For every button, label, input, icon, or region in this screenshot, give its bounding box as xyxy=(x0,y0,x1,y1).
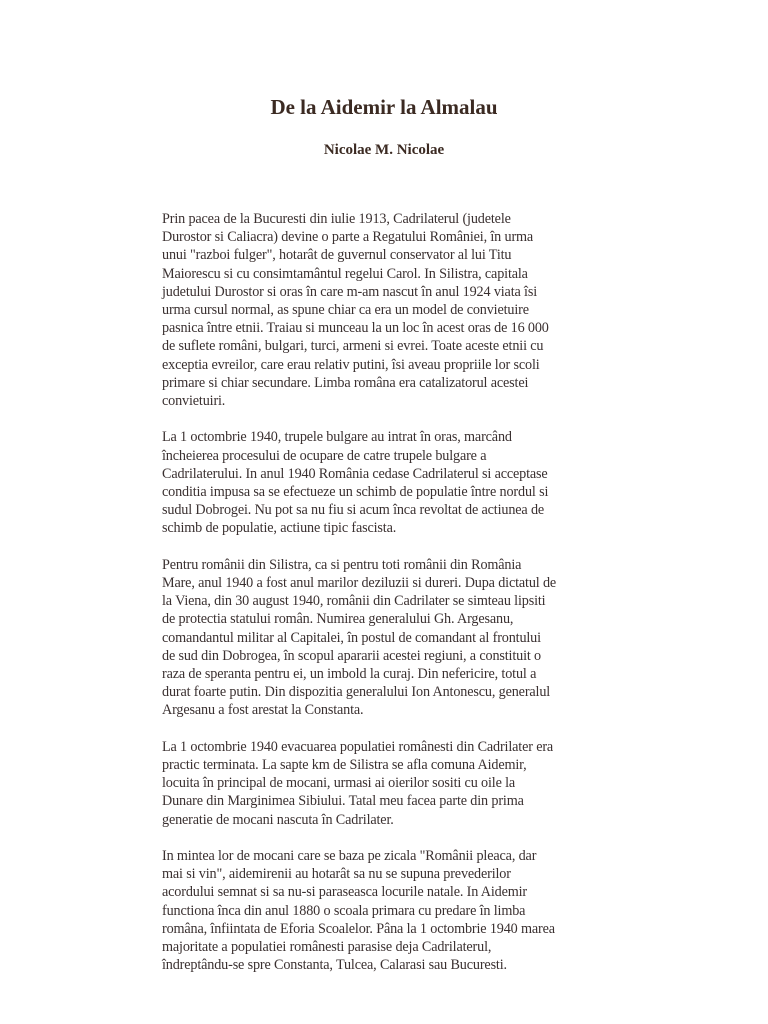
paragraph xyxy=(162,738,612,829)
paragraph-line: de protectia statului român. Numirea generalului Gh. Argesanu, xyxy=(162,611,514,628)
document-title: De la Aidemir la Almalau xyxy=(270,95,498,119)
paragraph-line: Prin pacea de la Bucuresti din iulie 1913, Cadrilaterul (judetele xyxy=(162,211,511,227)
paragraph-line: de sud din Dobrogea, în scopul apararii acestei regiuni, a constituit o xyxy=(162,647,542,664)
document-author: Nicolae M. Nicolae xyxy=(323,142,445,158)
paragraph-line: sudul Dobrogei. Nu pot sa nu fiu si acum înca revoltat de actiunea de xyxy=(162,502,545,519)
paragraph-line: româna, înfiintata de Eforia Scoalelor. Pâna la 1 octombrie 1940 marea xyxy=(162,920,555,937)
paragraph-line: In mintea lor de mocani care se baza pe zicala "Românii pleaca, dar xyxy=(162,848,537,865)
paragraph-line: primare si chiar secundare. Limba româna era catalizatorul acestei xyxy=(162,374,529,391)
paragraph xyxy=(162,847,612,974)
paragraph-line: practic terminata. La sapte km de Silistra se afla comuna Aidemir, xyxy=(162,757,527,774)
paragraph-line: urma cursul normal, as spune chiar ca era un model de convietuire xyxy=(162,302,529,319)
paragraph xyxy=(162,210,612,410)
paragraph-line: conditia impusa sa se efectueze un schimb de populatie între nordul si xyxy=(162,484,549,501)
paragraph-line: unui "razboi fulger", hotarât de guvernul conservator al lui Titu xyxy=(162,247,512,264)
paragraph-line: Mare, anul 1940 a fost anul marilor deziluzii si dureri. Dupa dictatul de xyxy=(162,575,557,592)
paragraph-line: La 1 octombrie 1940 evacuarea populatiei românesti din Cadrilater era xyxy=(162,738,554,755)
paragraph-line: Dunare din Marginimea Sibiului. Tatal meu facea parte din prima xyxy=(162,793,524,810)
paragraph-line: acordului semnat si sa nu-si paraseasca locurile natale. In Aidemir xyxy=(162,884,527,901)
paragraph-line: de suflete români, bulgari, turci, armeni si evrei. Toate aceste etnii cu xyxy=(162,338,544,355)
paragraph-line: locuita în principal de mocani, urmasi ai oierilor sositi cu oile la xyxy=(162,775,516,792)
paragraph-line: raza de speranta pentru ei, un imbold la curaj. Din nefericire, totul a xyxy=(162,666,537,683)
paragraph-line: Maiorescu si cu consimtamântul regelui Carol. In Silistra, capitala xyxy=(162,265,528,282)
paragraph-line: majoritate a populatiei românesti parasise deja Cadrilaterul, xyxy=(162,939,492,956)
document-body xyxy=(162,210,612,993)
paragraph-line: Pentru românii din Silistra, ca si pentru toti românii din România xyxy=(162,556,522,573)
paragraph-line: judetului Durostor si oras în care m-am nascut în anul 1924 viata îsi xyxy=(162,283,537,300)
paragraph-line: schimb de populatie, actiune tipic fascista. xyxy=(162,520,397,537)
paragraph xyxy=(162,428,612,537)
paragraph-line: functiona înca din anul 1880 o scoala primara cu predare în limba xyxy=(162,902,526,919)
paragraph-line: durat foarte putin. Din dispozitia generalului Ion Antonescu, generalul xyxy=(162,684,551,701)
paragraph-line: pasnica între etnii. Traiau si munceau la un loc în acest oras de 16 000 xyxy=(162,320,549,337)
paragraph-line: mai si vin", aidemirenii au hotarât sa nu se supuna prevederilor xyxy=(162,866,511,883)
paragraph-line: la Viena, din 30 august 1940, românii din Cadrilater se simteau lipsiti xyxy=(162,593,546,610)
paragraph-line: Durostor si Caliacra) devine o parte a Regatului României, în urma xyxy=(162,229,534,246)
paragraph-line: încheierea procesului de ocupare de catre trupele bulgare a xyxy=(162,447,487,464)
paragraph xyxy=(162,556,612,720)
paragraph-line: Cadrilaterului. In anul 1940 România cedase Cadrilaterul si acceptase xyxy=(162,465,548,482)
paragraph-line: comandantul militar al Capitalei, în postul de comandant al frontului xyxy=(162,629,541,646)
paragraph-line: exceptia evreilor, care erau relativ putini, îsi aveau propriile lor scoli xyxy=(162,356,540,373)
paragraph-line: îndreptându-se spre Constanta, Tulcea, Calarasi sau Bucuresti. xyxy=(162,957,507,974)
paragraph-line: La 1 octombrie 1940, trupele bulgare au intrat în oras, marcând xyxy=(162,429,512,446)
paragraph-line: convietuiri. xyxy=(162,393,226,410)
paragraph-line: Argesanu a fost arestat la Constanta. xyxy=(162,702,364,719)
paragraph-line: generatie de mocani nascuta în Cadrilater. xyxy=(162,811,394,828)
